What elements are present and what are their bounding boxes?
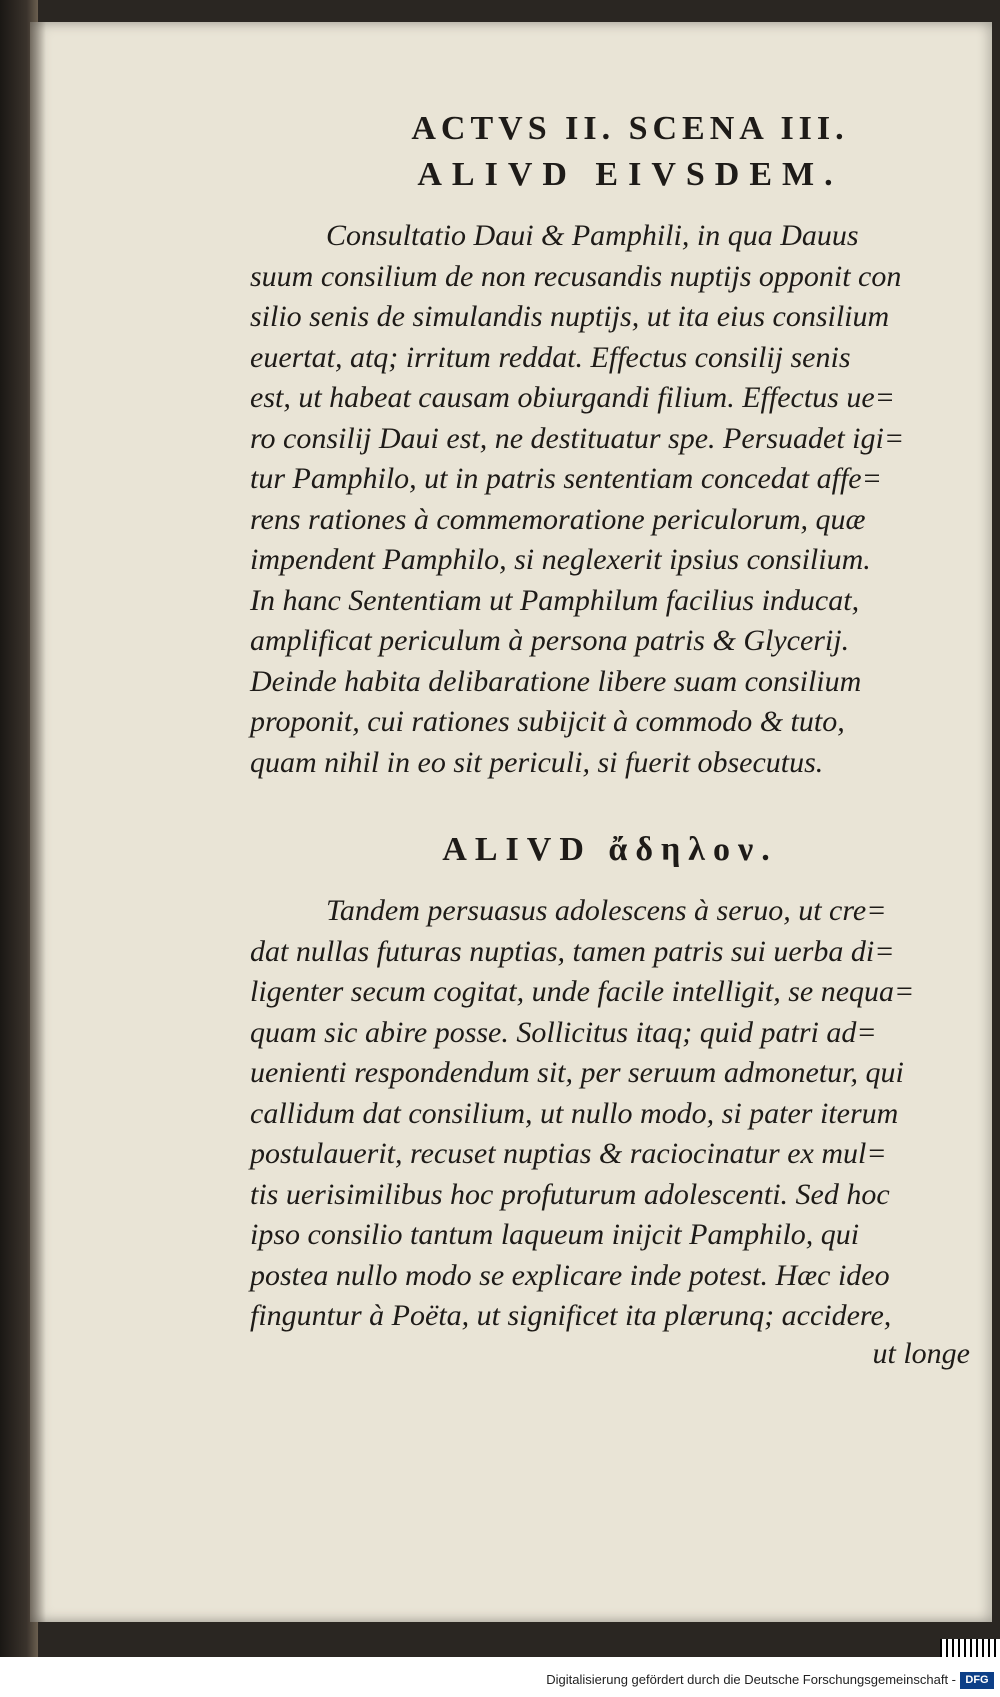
text-line: callidum dat consilium, ut nullo modo, si pater iterum — [250, 1096, 899, 1130]
text-line: Consultatio Daui & Pamphili, in qua Dauus — [326, 219, 859, 252]
text-line: finguntur à Poëta, ut significet ita plærunq; accidere, — [250, 1299, 892, 1332]
text-line: ipso consilio tantum laqueum inijcit Pamphilo, qui — [250, 1218, 860, 1251]
text-line: est, ut habeat causam obiurgandi filium. Effectus ue= — [250, 381, 895, 414]
funding-notice: Digitalisierung gefördert durch die Deutsche Forschungsgemeinschaft - — [546, 1672, 956, 1687]
scan-color-ruler — [940, 1639, 1000, 1657]
act-scene-heading: ACTVS II. SCENA III. — [411, 110, 849, 147]
text-line: quam sic abire posse. Sollicitus itaq; quid patri ad= — [250, 1015, 877, 1049]
text-line: tur Pamphilo, ut in patris sententiam concedat affe= — [250, 462, 882, 495]
text-line: postulauerit, recuset nuptias & raciocinatur ex mul= — [250, 1137, 887, 1170]
paragraph-consultatio — [250, 216, 970, 783]
text-line: impendent Pamphilo, si neglexerit ipsius consilium. — [250, 543, 871, 576]
text-line: rens rationes à commemoratione periculorum, quæ — [250, 502, 866, 536]
text-line: uenienti respondendum sit, per seruum admonetur, qui — [250, 1056, 904, 1089]
page-content — [250, 110, 970, 1371]
text-line: proponit, cui rationes subijcit à commodo & tuto, — [250, 705, 845, 738]
text-line: ligenter secum cogitat, unde facile intelligit, se nequa= — [250, 975, 915, 1008]
text-line: ro consilij Daui est, ne destituatur spe. Persuadet igi= — [250, 421, 905, 455]
text-line: silio senis de simulandis nuptijs, ut ita eius consilium — [250, 300, 890, 333]
paragraph-tandem — [250, 891, 970, 1337]
page-gutter-shadow — [30, 22, 46, 1622]
text-line: In hanc Sententiam ut Pamphilum facilius inducat, — [250, 583, 860, 617]
text-line: Deinde habita delibaratione libere suam consilium — [250, 664, 862, 698]
section2-heading: ALIVD ἄδηλον. — [442, 831, 778, 868]
text-line: tis uerisimilibus hoc profuturum adolescenti. Sed hoc — [250, 1177, 890, 1211]
text-line: postea nullo modo se explicare inde potest. Hæc ideo — [250, 1258, 890, 1292]
section-heading: ALIVD EIVSDEM. — [417, 156, 843, 193]
catchword: ut longe — [872, 1336, 970, 1370]
text-line: quam nihil in eo sit periculi, si fuerit obsecutus. — [250, 745, 824, 779]
footer-bar — [0, 1657, 1000, 1697]
dfg-logo-icon: DFG — [960, 1672, 994, 1689]
text-line: euertat, atq; irritum reddat. Effectus consilij senis — [250, 340, 851, 374]
text-line: suum consilium de non recusandis nuptijs opponit con — [250, 259, 902, 293]
text-line: Tandem persuasus adolescens à seruo, ut cre= — [326, 894, 887, 927]
text-line: dat nullas futuras nuptias, tamen patris sui uerba di= — [250, 934, 895, 968]
text-line: amplificat periculum à persona patris & Glycerij. — [250, 624, 850, 657]
